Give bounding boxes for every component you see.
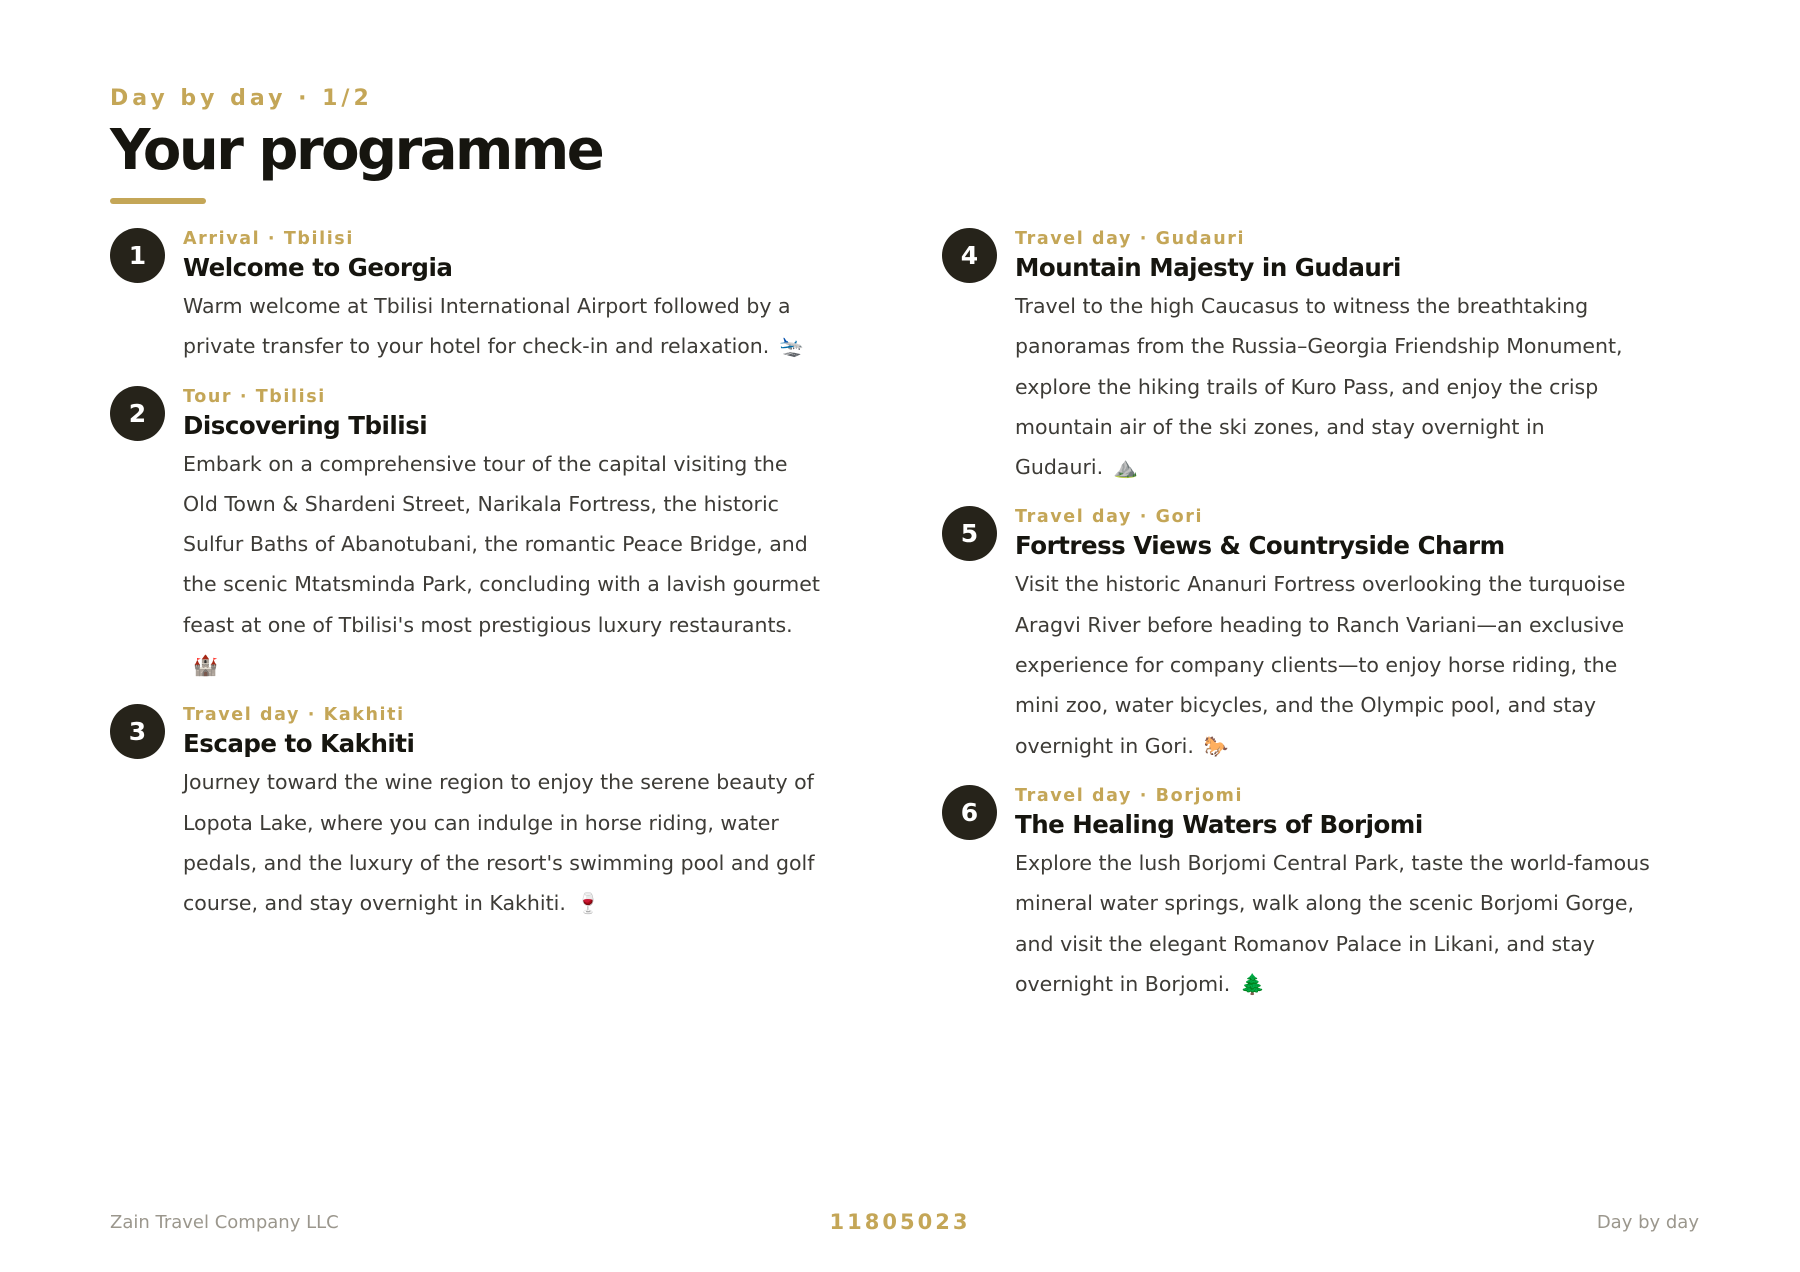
evergreen-tree-icon: 🌲 <box>1240 971 1266 996</box>
day-title: Escape to Kakhiti <box>183 729 415 759</box>
day-meta: Travel day · Kakhiti <box>183 705 405 726</box>
day-title: Discovering Tbilisi <box>183 410 428 440</box>
day-title: Mountain Majesty in Gudauri <box>1015 253 1401 282</box>
day-description-text: Explore the lush Borjomi Central Park, taste the world-famous mineral water springs, walk along the scenic Borjomi Gorge, and visit the elegant Romanov Palace in Likani, and stay overnight in Borjomi. <box>1015 850 1650 996</box>
itinerary-column-left <box>110 228 820 943</box>
day-description <box>1015 564 1652 765</box>
day-item-5 <box>942 506 1652 765</box>
day-number-badge: 4 <box>942 228 997 283</box>
wine-glass-icon: 🍷 <box>575 891 601 916</box>
day-description-text: Journey toward the wine region to enjoy the serene beauty of Lopota Lake, where you can indulge in horse riding, water pedals, and the luxury of the resort's swimming pool and golf course, and stay overnight in Kakhiti. <box>183 770 815 916</box>
day-description <box>183 286 820 367</box>
day-number-badge: 2 <box>110 386 165 441</box>
day-item-3 <box>110 704 820 923</box>
day-meta: Tour · Tbilisi <box>183 386 326 407</box>
title-underline <box>110 198 206 204</box>
castle-icon: 🏰 <box>193 653 218 678</box>
day-meta: Travel day · Borjomi <box>1015 785 1244 806</box>
day-description-text: Visit the historic Ananuri Fortress overlooking the turquoise Aragvi River before heading to Ranch Variani—an exclusive experience for company clients—to enjoy horse riding, the mini zoo, water bicycles, and the Olympic pool, and stay overnight in Gori. <box>1015 572 1626 758</box>
day-meta: Arrival · Tbilisi <box>183 229 354 249</box>
day-number-badge: 6 <box>942 785 997 840</box>
footer-company: Zain Travel Company LLC <box>110 1212 339 1233</box>
day-description-text: Travel to the high Caucasus to witness the breathtaking panoramas from the Russia–Georgia Friendship Monument, explore the hiking trails of Kuro Pass, and enjoy the crisp mountain air of the ski zones, and stay overnight in Gudauri. <box>1015 294 1623 480</box>
day-item-2 <box>110 386 820 686</box>
day-meta: Travel day · Gori <box>1015 507 1204 528</box>
day-title: The Healing Waters of Borjomi <box>1015 809 1423 839</box>
day-meta: Travel day · Gudauri <box>1015 229 1246 249</box>
day-item-4 <box>942 228 1652 487</box>
page-title: Your programme <box>110 118 603 183</box>
day-description <box>1015 843 1652 1004</box>
airplane-arrival-icon: 🛬 <box>779 334 805 359</box>
day-number-badge: 1 <box>110 228 165 283</box>
day-number-badge: 5 <box>942 506 997 561</box>
day-description-text: Embark on a comprehensive tour of the capital visiting the Old Town & Shardeni Street, Narikala Fortress, the historic Sulfur Baths of Abanotubani, the romantic Peace Bridge, and the scenic Mtatsminda Park, concluding with a lavish gourmet feast at one of Tbilisi's most prestigious luxury restaurants. <box>183 451 820 637</box>
mountain-icon: ⛰️ <box>1113 455 1138 480</box>
footer-reference-number: 11805023 <box>829 1210 971 1234</box>
day-description <box>183 444 820 686</box>
day-description <box>1015 286 1652 487</box>
day-item-6 <box>942 785 1652 1004</box>
itinerary-column-right <box>942 228 1652 1023</box>
section-eyebrow: Day by day · 1/2 <box>110 86 373 111</box>
footer-section-label: Day by day <box>1596 1212 1699 1233</box>
day-description-text: Warm welcome at Tbilisi International Airport followed by a private transfer to your hotel for check-in and relaxation. <box>183 294 791 359</box>
day-number-badge: 3 <box>110 704 165 759</box>
day-title: Welcome to Georgia <box>183 253 453 282</box>
day-item-1 <box>110 228 820 367</box>
day-title: Fortress Views & Countryside Charm <box>1015 531 1505 561</box>
day-description <box>183 762 820 923</box>
horse-icon: 🐎 <box>1203 733 1229 758</box>
